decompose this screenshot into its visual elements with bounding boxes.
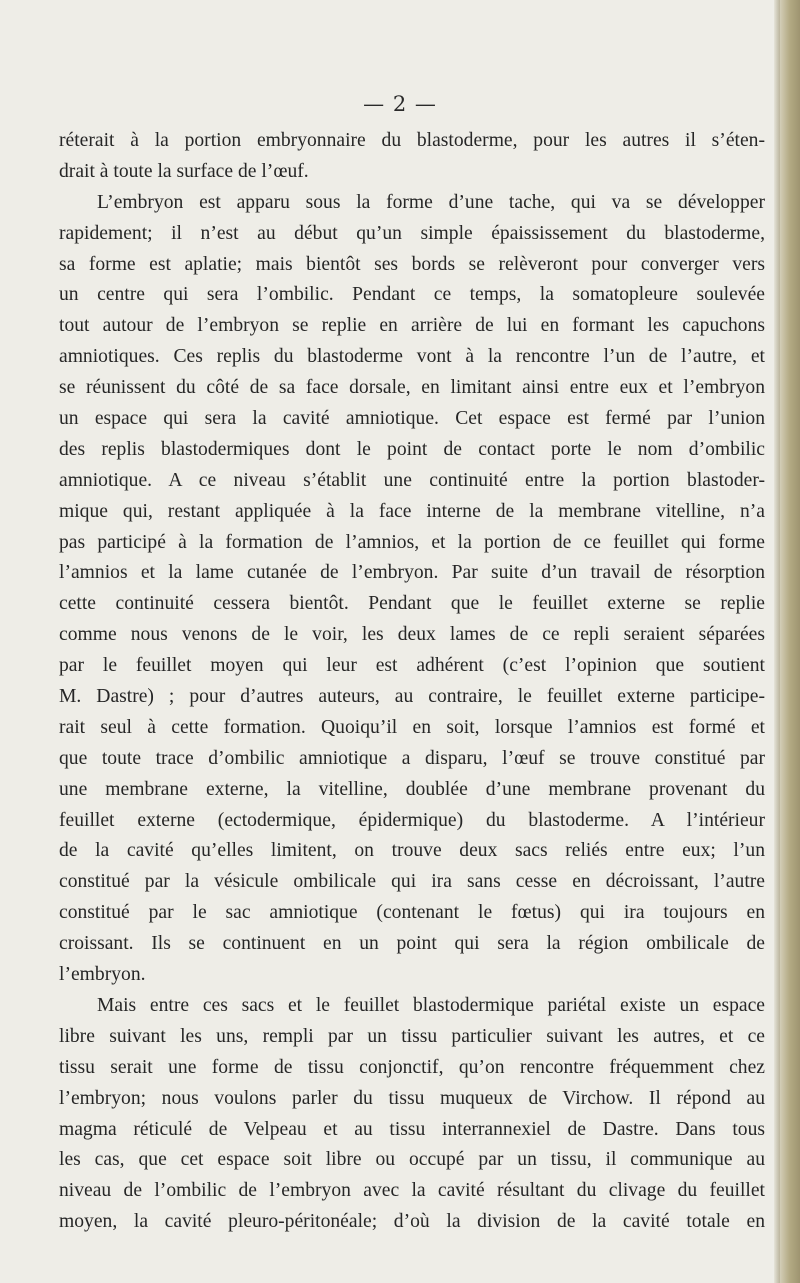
text-line: un espace qui sera la cavité amniotique. Cet espace est fermé par l’union	[59, 408, 765, 430]
text-line: comme nous venons de le voir, les deux lames de ce repli seraient séparées	[59, 624, 765, 646]
page-edge-shadow	[774, 0, 780, 1283]
text-line: constitué par la vésicule ombilicale qui ira sans cesse en décroissant, l’autre	[59, 871, 765, 893]
text-line: constitué par le sac amniotique (contenant le fœtus) qui ira toujours en	[59, 902, 765, 924]
text-line: M. Dastre) ; pour d’autres auteurs, au contraire, le feuillet externe participe-	[59, 686, 765, 708]
text-line: moyen, la cavité pleuro-péritonéale; d’où la division de la cavité totale en	[59, 1211, 765, 1233]
text-line: l’amnios et la lame cutanée de l’embryon. Par suite d’un travail de résorption	[59, 562, 765, 584]
text-line: par le feuillet moyen qui leur est adhérent (c’est l’opinion que soutient	[59, 655, 765, 677]
text-line: que toute trace d’ombilic amniotique a disparu, l’œuf se trouve constitué par	[59, 747, 765, 769]
body-text	[59, 126, 765, 1238]
text-line: drait à toute la surface de l’œuf.	[59, 160, 309, 182]
text-line: amniotique. A ce niveau s’établit une continuité entre la portion blastoder-	[59, 469, 765, 491]
text-line: un centre qui sera l’ombilic. Pendant ce temps, la somatopleure soulevée	[59, 284, 765, 306]
text-line: de la cavité qu’elles limitent, on trouve deux sacs reliés entre eux; l’un	[59, 840, 765, 862]
text-line: L’embryon est apparu sous la forme d’une tache, qui va se développer	[97, 191, 765, 213]
text-line: sa forme est aplatie; mais bientôt ses bords se relèveront pour converger vers	[59, 253, 765, 275]
text-line: rapidement; il n’est au début qu’un simple épaississement du blastoderme,	[59, 222, 765, 244]
text-line: réterait à la portion embryonnaire du blastoderme, pour les autres il s’éten-	[59, 130, 765, 151]
text-line: les cas, que cet espace soit libre ou occupé par un tissu, il communique au	[59, 1149, 765, 1171]
text-line: tissu serait une forme de tissu conjonctif, qu’on rencontre fréquemment chez	[59, 1056, 765, 1078]
page-number: — 2 —	[363, 92, 437, 116]
text-line: rait seul à cette formation. Quoiqu’il en soit, lorsque l’amnios est formé et	[59, 716, 765, 738]
text-line: tout autour de l’embryon se replie en arrière de lui en formant les capuchons	[59, 315, 765, 337]
text-line: une membrane externe, la vitelline, doublée d’une membrane provenant du	[59, 778, 765, 800]
text-line: mique qui, restant appliquée à la face interne de la membrane vitelline, n’a	[59, 500, 765, 522]
text-line: amniotiques. Ces replis du blastoderme vont à la rencontre l’un de l’autre, et	[59, 346, 765, 368]
text-line: l’embryon.	[59, 964, 146, 986]
text-line: Mais entre ces sacs et le feuillet blastodermique pariétal existe un espace	[97, 994, 765, 1016]
text-line: magma réticulé de Velpeau et au tissu interrannexiel de Dastre. Dans tous	[59, 1118, 765, 1140]
text-line: l’embryon; nous voulons parler du tissu muqueux de Virchow. Il répond au	[59, 1087, 765, 1109]
text-line: niveau de l’ombilic de l’embryon avec la cavité résultant du clivage du feuillet	[59, 1180, 765, 1202]
text-line: des replis blastodermiques dont le point de contact porte le nom d’ombilic	[59, 438, 765, 460]
text-line: libre suivant les uns, rempli par un tissu particulier suivant les autres, et ce	[59, 1025, 765, 1047]
text-line: pas participé à la formation de l’amnios, et la portion de ce feuillet qui forme	[59, 531, 765, 553]
text-line: feuillet externe (ectodermique, épidermique) du blastoderme. A l’intérieur	[59, 809, 765, 831]
text-line: cette continuité cessera bientôt. Pendant que le feuillet externe se replie	[59, 593, 765, 615]
text-line: se réunissent du côté de sa face dorsale, en limitant ainsi entre eux et l’embryon	[59, 377, 765, 399]
text-line: croissant. Ils se continuent en un point qui sera la région ombilicale de	[59, 933, 765, 955]
